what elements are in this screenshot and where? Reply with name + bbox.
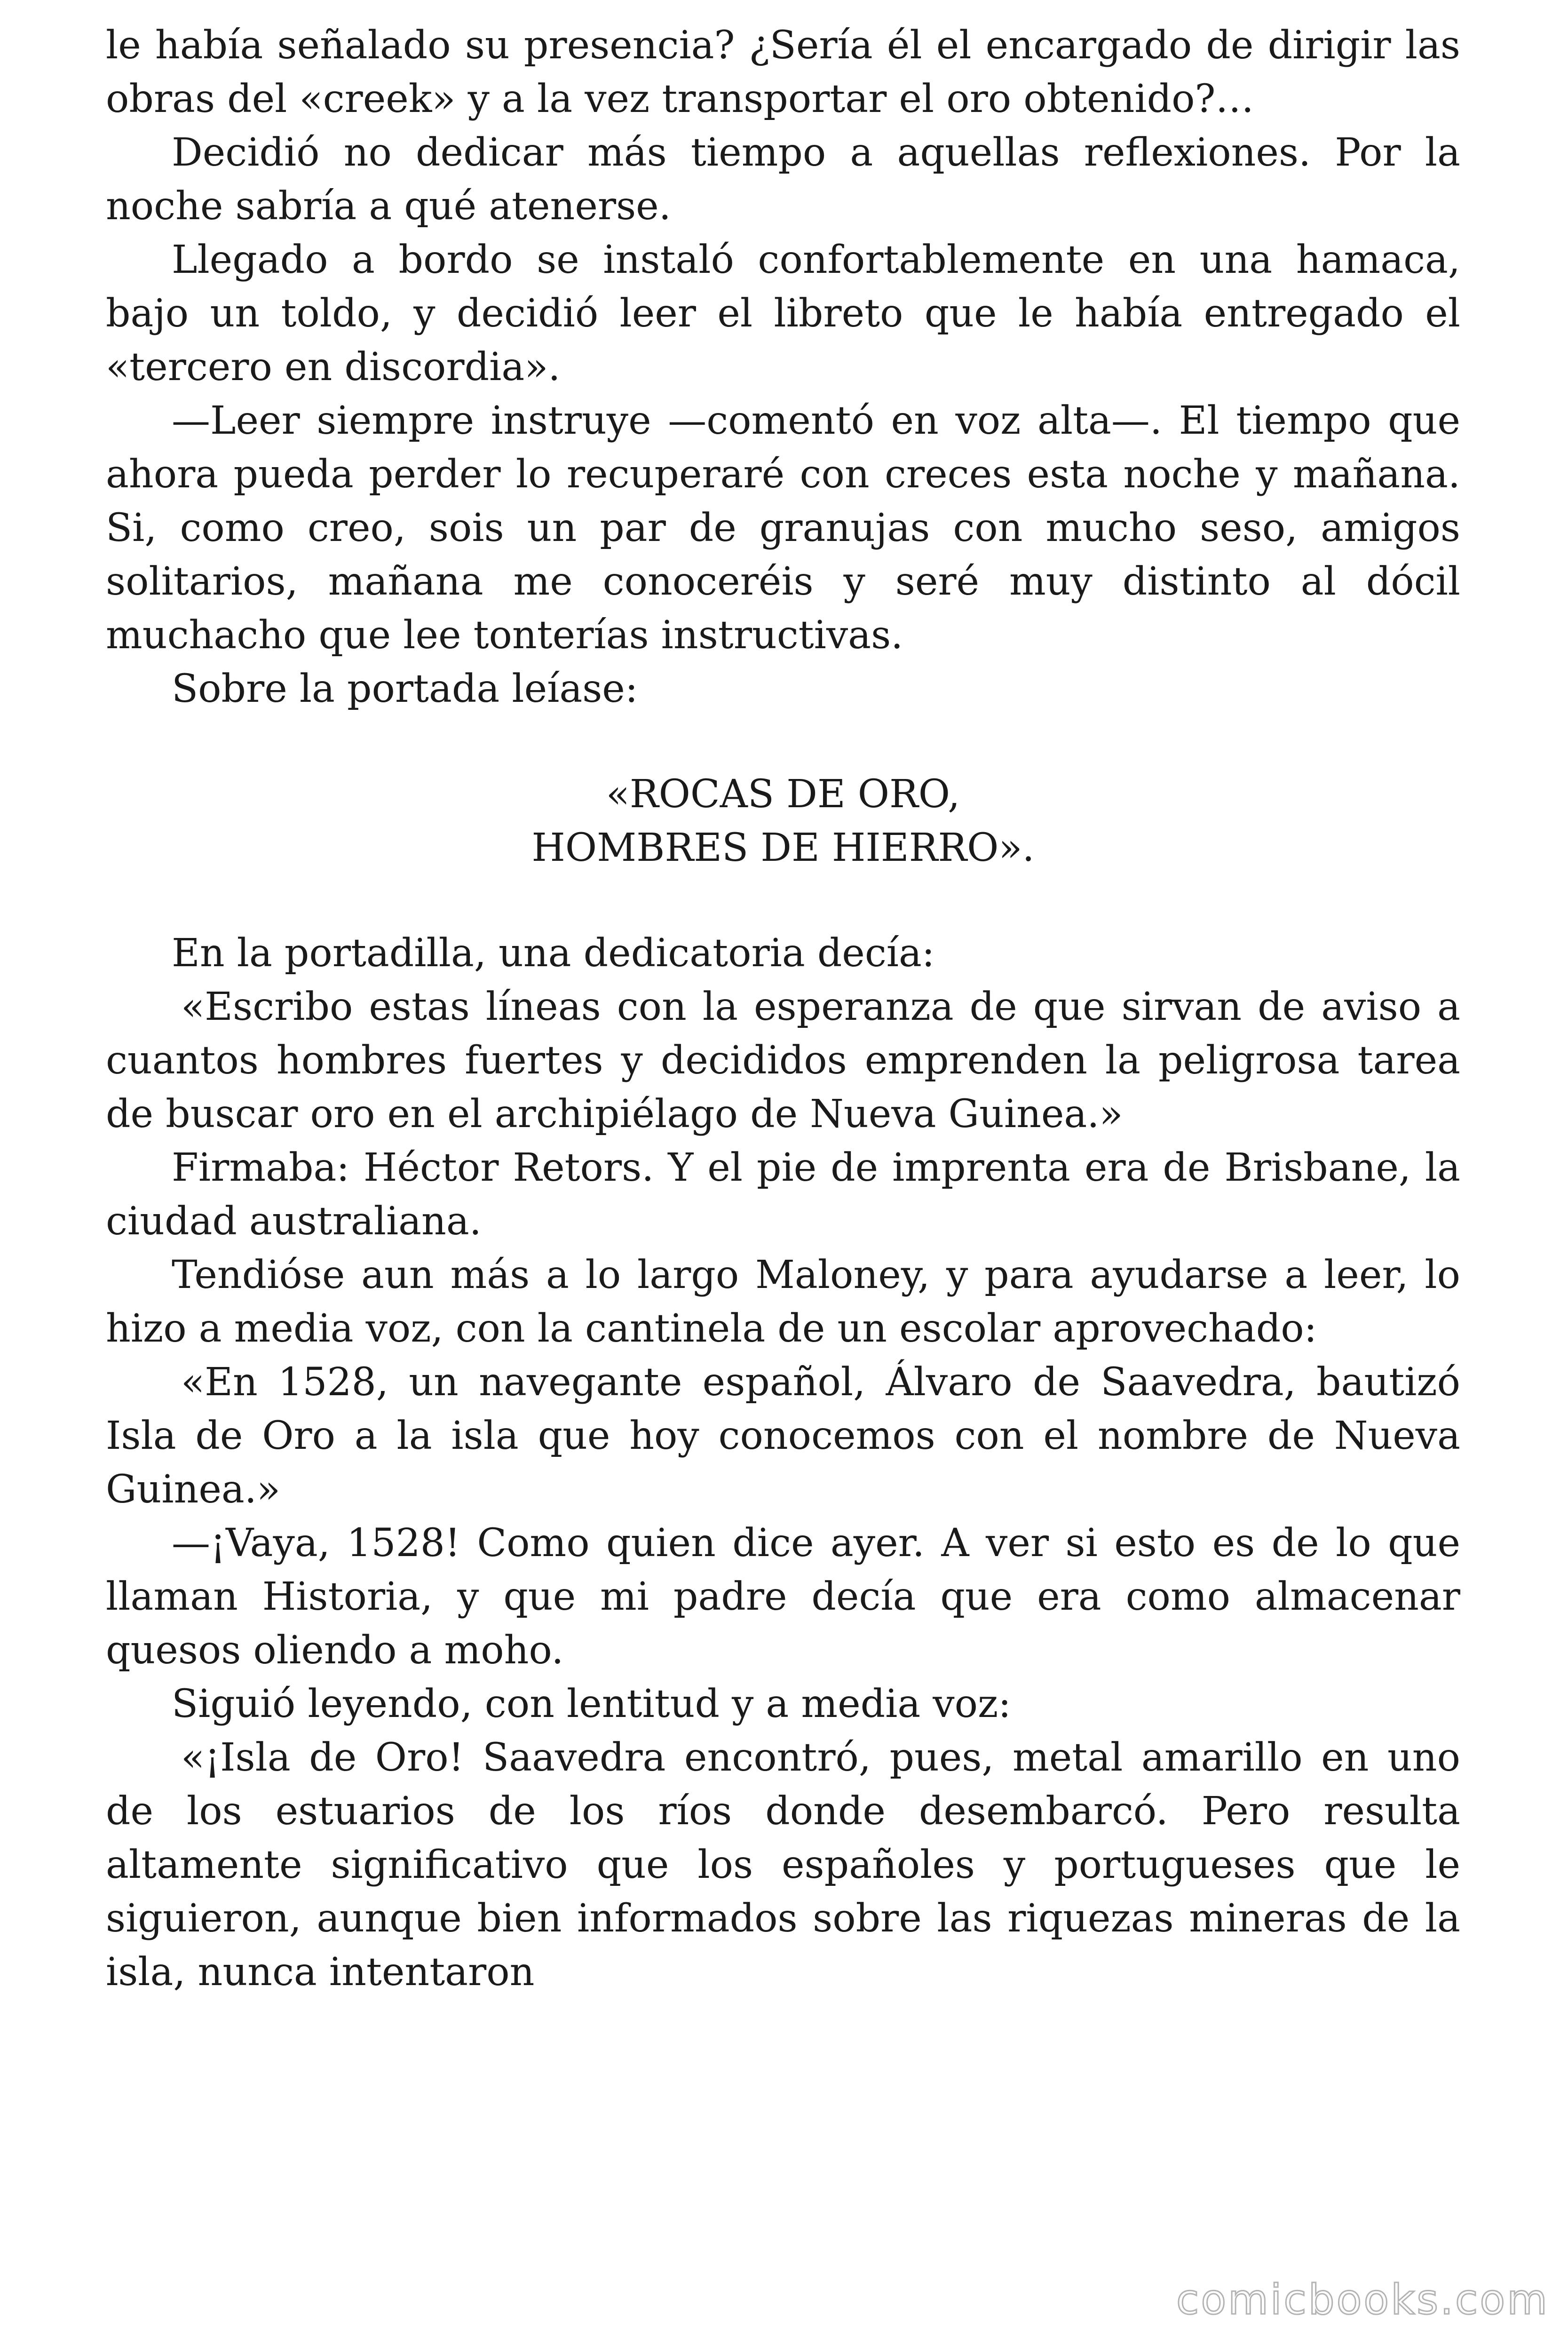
paragraph-reading-dialogue: —Leer siempre instruye —comentó en voz alta—. El tiempo que ahora pueda perder lo recuperaré con creces esta noche y mañana. Si, como creo, sois un par de granujas con mucho seso, amigos solitarios, mañana me conoceréis y seré muy distinto al dócil muchacho que lee tonterías instructivas. [106, 398, 1460, 658]
quote-dedication: «Escribo estas líneas con la esperanza de que sirvan de aviso a cuantos hombres fuertes y decididos emprenden la peligrosa tarea de buscar oro en el archipiélago de Nueva Guinea.» [106, 985, 1460, 1136]
paragraph-decision: Decidió no dedicar más tiempo a aquellas reflexiones. Por la noche sabría a qué atenerse. [106, 130, 1460, 229]
paragraph-dedication-intro: En la portadilla, una dedicatoria decía: [172, 931, 935, 976]
paragraph-continued-reading: Siguió leyendo, con lentitud y a media voz: [172, 1682, 1011, 1726]
watermark-logo: comicbooks.com [1176, 2275, 1549, 2324]
paragraph-exclamation: —¡Vaya, 1528! Como quien dice ayer. A ver si esto es de lo que llaman Historia, y que mi padre decía que era como almacenar quesos oliendo a moho. [106, 1521, 1460, 1673]
paragraph-signature: Firmaba: Héctor Retors. Y el pie de imprenta era de Brisbane, la ciudad australiana. [106, 1145, 1460, 1244]
book-page [106, 19, 1460, 1999]
book-title-line-2: HOMBRES DE HIERRO». [531, 826, 1035, 870]
quote-isla-de-oro: «¡Isla de Oro! Saavedra encontró, pues, metal amarillo en uno de los estuarios de los ríos donde desembarcó. Pero resulta altamente significativo que los españoles y portugueses que le siguieron, aunque bien informados sobre las riquezas mineras de la isla, nunca intentaron [106, 1735, 1460, 1994]
quote-1528: «En 1528, un navegante español, Álvaro de Saavedra, bautizó Isla de Oro a la isla que hoy conocemos con el nombre de Nueva Guinea.» [106, 1360, 1460, 1512]
book-title-block [106, 768, 1460, 875]
book-title-line-1: «ROCAS DE ORO, [606, 772, 960, 817]
paragraph-aboard: Llegado a bordo se instaló confortablemente en una hamaca, bajo un toldo, y decidió leer el libreto que le había entregado el «tercero en discordia». [106, 238, 1460, 389]
paragraph-maloney-reads: Tendióse aun más a lo largo Maloney, y para ayudarse a leer, lo hizo a media voz, con la cantinela de un escolar aprovechado: [106, 1253, 1460, 1351]
paragraph-continuation: le había señalado su presencia? ¿Sería él el encargado de dirigir las obras del «creek» y a la vez transportar el oro obtenido?… [106, 23, 1460, 121]
paragraph-cover-intro: Sobre la portada leíase: [172, 667, 638, 711]
